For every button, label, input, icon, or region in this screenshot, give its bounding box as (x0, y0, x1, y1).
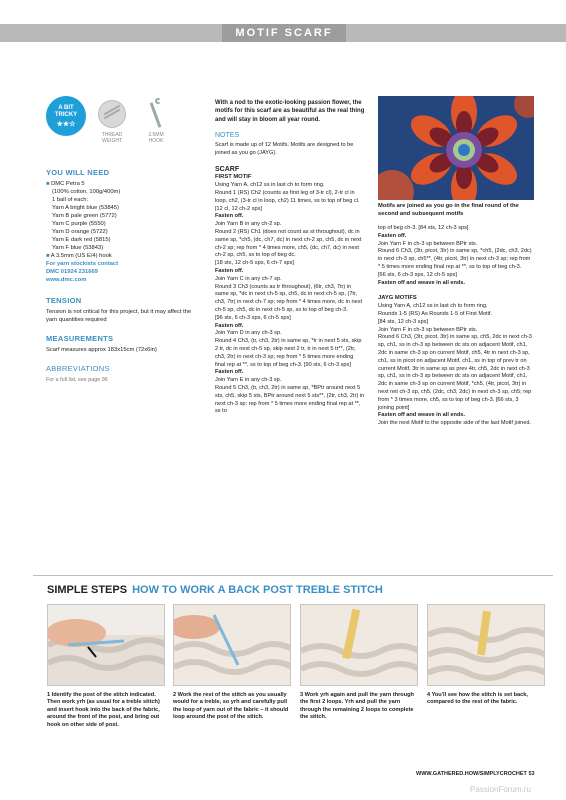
pattern-line: [66 sts, 6 ch-3 sps, 12 ch-5 sps] (378, 271, 457, 278)
measurements-text: Scarf measures approx 183x15cm (72x6in) (46, 347, 157, 353)
crochet-motif-image (378, 96, 534, 200)
measurements-heading: MEASUREMENTS (46, 334, 114, 343)
pattern-line: Fasten off. (378, 232, 407, 239)
pattern-line: Fasten off. (215, 213, 244, 220)
header-band-right (346, 24, 566, 42)
pattern-line: Fasten off and weave in all ends. (378, 279, 466, 286)
page-footer: WWW.GATHERED.HOW/SIMPLYCROCHET 53 (416, 771, 535, 777)
intro-text: With a nod to the exotic-looking passion flower, the motifs for this scarf are as beautiful as the real thing and will stay in bloom all year round. (215, 100, 365, 123)
badge-line-2: TRICKY (54, 112, 78, 118)
pattern-column-2 (215, 99, 365, 416)
step-3 (300, 604, 418, 722)
yarn-ball-icon (98, 100, 126, 128)
pattern-line: Fasten off. (215, 369, 244, 376)
thread-weight-label-2: WEIGHT (102, 138, 122, 144)
pattern-line: Using Yarn A, ch12 ss in last ch to form ring. (378, 303, 488, 310)
motif-photo (378, 96, 534, 200)
step-4-text: 4 You'll see how the stitch is set back, compared to the rest of the fabric. (427, 692, 528, 706)
thread-weight-label-1: THREAD (101, 132, 123, 138)
first-motif-heading: FIRST MOTIF (215, 174, 252, 181)
pattern-line: Round 4 Ch3, (tr, ch3, 2tr) in same sp, *tr in next 5 sts, skip 2 tr, dc in next ch-5 sp, skip next 2 tr, tr in next 5 tr**, (2tr, ch3, 2tr) in next ch-3 sp; rep from * 5 times more ending final rep at **, ss to top of beg ch-3. [90 sts, 6 ch-3 sps] (215, 338, 362, 368)
material-item: 1 ball of each: (52, 197, 89, 203)
pattern-line: Round 5 Ch3, (tr, ch3, 2tr) in same sp, *BPtr around next 5 sts, ch5, skip 5 sts, BPtr around next 5 sts**, (2tr, ch3, 2tr) in next ch-3 sp; rep from * 5 times more ending final rep at **, ss to (215, 384, 365, 415)
watermark: PassionForum.ru (470, 785, 531, 794)
pattern-line: [84 sts, 12 ch-3 sps] (378, 318, 429, 325)
pattern-line: Join Yarn D in any ch-3 sp. (215, 330, 282, 337)
pattern-line: Round 3 Ch3 (counts as tr throughout), (6tr, ch3, 7tr) in same sp, *dc in next ch-5 sp, ch5, dc in next ch-5 sp, (7tr, ch3, 7tr) in next ch-7 sp; rep from * 4 times more, dc in next ch-5 sp, ch5, dc in next ch-5 sp, ss to top of beg ch-3. (215, 283, 363, 313)
pattern-line: Join the next Motif to the opposite side of the last Motif joined. (378, 420, 531, 427)
hook-label-1: 3.5MM (148, 132, 164, 138)
abbreviations-text: For a full list, see page 96 (46, 377, 108, 383)
material-item: ■ DMC Petra 5 (46, 181, 85, 187)
step-4-photo (427, 604, 545, 686)
pattern-line: Round 2 (RS) Ch1 (does not count as st throughout), dc in same sp, *ch5, (dc, ch7, dc) in next ch-2 sp, ch5, dc in next ch-2 sp; rep from * 4 times more, ch5, (dc, ch7, dc) in next ch-2 sp, ch5, ss to top of beg dc. (215, 228, 362, 259)
material-item: Yarn A bright blue (53845) (52, 205, 119, 211)
website-link[interactable]: www.dmc.com (46, 277, 87, 283)
pattern-line: [96 sts, 6 ch-3 sps, 6 ch-5 sps] (215, 314, 291, 321)
pattern-line: top of beg ch-3. [84 sts, 12 ch-3 sps] (378, 225, 469, 231)
simple-steps-title (47, 584, 383, 596)
step-3-text: 3 Work yrh again and pull the yarn through the first 2 loops. Yrh and pull the yarn through the remaining 2 loops to complete the stitch. (300, 692, 414, 721)
crochet-hook-icon (150, 98, 160, 128)
pattern-line: Using Yarn A, ch12 ss in last ch to form ring. (215, 182, 325, 189)
step-4 (427, 604, 545, 707)
pattern-column-3 (378, 225, 534, 428)
you-will-need-heading: YOU WILL NEED (46, 168, 110, 177)
stockists-line-1: For yarn stockists contact (46, 261, 119, 267)
scarf-heading: SCARF (215, 165, 240, 173)
pattern-line: Round 6 Ch3, (3tr, picot, 3tr) in same sp, ch5, 2dc in next ch-3 sp, ch1, ss in ch-3 sp between dc sts on adjacent Motif, ch1, 2dc in same ch-3 sp on current Motif, ch5, 4tr in next ch-3 sp, ch1, ss in picot on adjacent Motif, ch1, ss in top of prev tr on current Motif, 3tr in same sp as prev 4tr, ch5, 2dc in next ch-3 sp, ch1, ss in ch-3 sp between dc sts on adjacent Motif, ch1, 2dc in same ch-3 sp on current Motif, *ch5, (4tr, picot, 3tr) in next net ch-3 sp, ch5, (2dc, ch3, 2dc) in next ch-3 sp, ch5; rep from * 3 times more, ch5, ss to top of beg ch-3. [66 sts, 3 joining point] (378, 334, 532, 411)
pattern-line: Fasten off. (215, 322, 244, 329)
stockists-line-2: DMC 01924 231669 (46, 269, 98, 275)
pattern-line: Round 1 (RS) Ch2 (counts as first leg of 3-tr cl), 2-tr cl in loop, ch2, (3-tr cl in loop, ch2) 11 times, ss to top of beg cl. [12 cl, 12 ch-2 sps] (215, 190, 360, 212)
step-2-photo (173, 604, 291, 686)
tension-text: Tension is not critical for this project, but it may affect the yarn quantities required (46, 309, 192, 323)
pattern-line: Fasten off. (215, 267, 244, 274)
step-1-text: 1 Identify the post of the stitch indicated. Then work yrh (as usual for a treble stitch) and insert hook into the back of the fabric, around the front of the post, and bring out hook on other side of post. (47, 692, 160, 728)
simple-steps-label: SIMPLE STEPS (47, 584, 128, 596)
notes-heading: NOTES (215, 132, 240, 140)
notes-text: Scarf is made up of 12 Motifs. Motifs are designed to be joined as you go (JAYG). (215, 142, 354, 156)
material-item: Yarn C purple (5550) (52, 221, 106, 227)
materials-list (46, 180, 196, 284)
pattern-line: Fasten off and weave in all ends. (378, 412, 466, 419)
photo-caption: Motifs are joined as you go in the final round of the second and subsequent motifs (378, 203, 519, 217)
simple-steps-section (33, 575, 553, 745)
pattern-line: Join Yarn C in any ch-7 sp. (215, 275, 282, 282)
header-bar (0, 0, 566, 72)
tension-heading: TENSION (46, 296, 82, 305)
left-column (46, 96, 196, 384)
step-2 (173, 604, 291, 722)
material-item: (100% cotton, 100g/400m) (52, 189, 121, 195)
abbreviations-heading: ABBREVIATIONS (46, 364, 110, 373)
pattern-line: Join Yarn F in ch-3 sp between BPtr sts. (378, 326, 478, 333)
pattern-line: Join Yarn B in any ch-2 sp. (215, 221, 282, 228)
difficulty-row (46, 96, 196, 154)
material-item: Yarn B pale green (5772) (52, 213, 117, 219)
step-2-text: 2 Work the rest of the stitch as you usually would for a treble, so yrh and carefully pull the loop of yarn out of the fabric – it should loop around the post of the stitch. (173, 692, 289, 721)
simple-steps-subtitle: HOW TO WORK A BACK POST TREBLE STITCH (132, 584, 383, 596)
pattern-line: [18 sts, 12 ch-5 sps, 6 ch-7 sps] (215, 260, 294, 267)
page-title: MOTIF SCARF (222, 24, 346, 42)
difficulty-stars: ★★☆ (56, 121, 76, 128)
hook-label-2: HOOK (148, 138, 164, 144)
step-3-photo (300, 604, 418, 686)
header-band-left (0, 24, 222, 42)
pattern-line: Round 6 Ch3, (3tr, picot, 3tr) in same sp, *ch5, (2dc, ch3, 2dc) in next ch-3 sp, ch5**, (4tr, picot, 3tr) in next ch-3 sp; rep from * 5 times more ending final rep at **, ss to top of beg ch-3. (378, 248, 532, 270)
thread-weight-caption (92, 132, 132, 144)
difficulty-badge (46, 96, 86, 136)
material-item: Yarn E dark red (5815) (52, 237, 111, 243)
pattern-line: Rounds 1-5 (RS) As Rounds 1-5 of First Motif. (378, 310, 493, 317)
pattern-line: Join Yarn F in ch-3 sp between BPtr sts. (378, 240, 478, 247)
step-1-photo (47, 604, 165, 686)
material-item: Yarn F blue (53843) (52, 245, 104, 251)
pattern-line: Join Yarn E in any ch-3 sp. (215, 377, 282, 384)
hook-size-caption (142, 132, 170, 144)
jayg-heading: JAYG MOTIFS (378, 295, 417, 302)
material-item: Yarn D orange (5722) (52, 229, 108, 235)
material-item: ■ A 3.5mm (US E/4) hook (46, 253, 112, 259)
badge-line-1: A BIT (58, 105, 74, 111)
step-1 (47, 604, 165, 729)
